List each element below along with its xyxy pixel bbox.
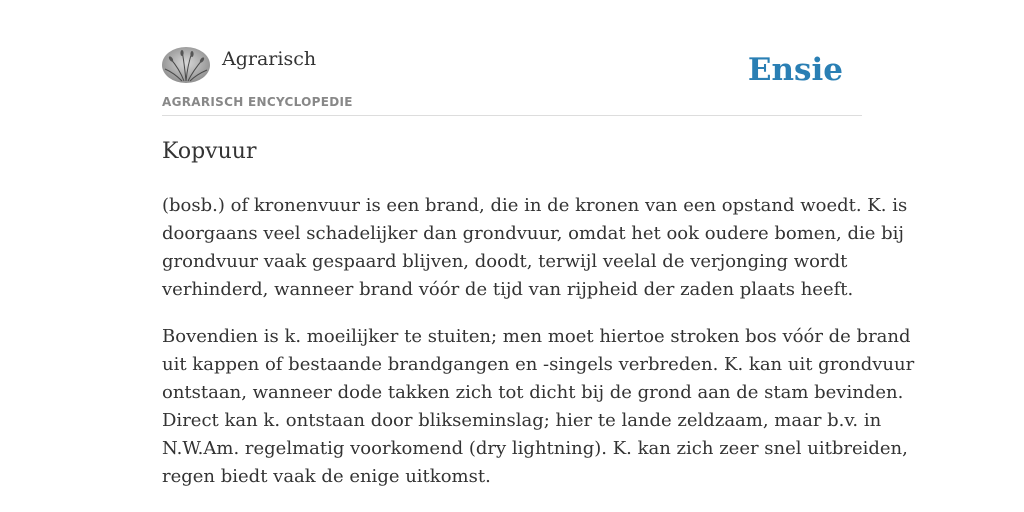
paragraph-line: verhinderd, wanneer brand vóór de tijd van rijpheid der zaden plaats heeft. <box>162 279 854 300</box>
article-body <box>162 192 915 510</box>
wheat-logo-icon[interactable] <box>162 47 210 83</box>
paragraph-line: doorgaans veel schadelijker dan grondvuur, omdat het ook oudere bomen, die bij <box>162 223 904 244</box>
source-name[interactable]: Agrarisch <box>222 48 317 70</box>
article-title: Kopvuur <box>162 139 257 164</box>
paragraph-line: uit kappen of bestaande brandgangen en -singels verbreden. K. kan uit grondvuur <box>162 354 915 375</box>
source-caption: AGRARISCH ENCYCLOPEDIE <box>162 95 353 109</box>
paragraph-line: ontstaan, wanneer dode takken zich tot dicht bij de grond aan de stam bevinden. <box>162 382 904 403</box>
header <box>162 44 862 116</box>
ensie-logo-link[interactable]: Ensie <box>747 52 843 88</box>
paragraph-line: (bosb.) of kronenvuur is een brand, die in de kronen van een opstand woedt. K. is <box>162 195 908 216</box>
paragraph-line: Bovendien is k. moeilijker te stuiten; men moet hiertoe stroken bos vóór de brand <box>162 326 911 347</box>
paragraph-line: Direct kan k. ontstaan door blikseminslag; hier te lande zeldzaam, maar b.v. in <box>162 410 882 431</box>
paragraph-1 <box>162 192 908 304</box>
paragraph-2 <box>162 323 915 491</box>
paragraph-line: N.W.Am. regelmatig voorkomend (dry lightning). K. kan zich zeer snel uitbreiden, <box>162 438 908 459</box>
paragraph-line: regen biedt vaak de enige uitkomst. <box>162 466 491 487</box>
paragraph-line: grondvuur vaak gespaard blijven, doodt, terwijl veelal de verjonging wordt <box>162 251 848 272</box>
